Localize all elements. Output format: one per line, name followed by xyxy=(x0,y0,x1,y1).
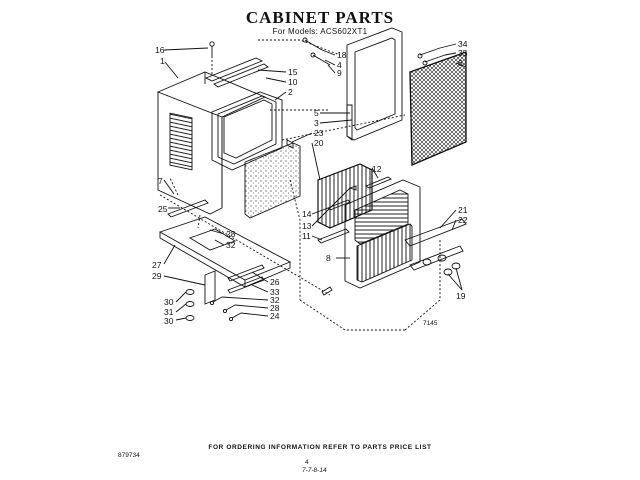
callout-24: 24 xyxy=(270,311,280,321)
callout-25: 25 xyxy=(158,204,168,214)
callout-13: 13 xyxy=(302,221,312,231)
callout-12: 12 xyxy=(372,164,382,174)
callout-30-lower: 30 xyxy=(164,316,174,326)
model-subtitle: For Models: ACS602XT1 xyxy=(272,27,368,36)
callout-33: 33 xyxy=(270,287,280,297)
callout-7: 7 xyxy=(158,176,163,186)
callout-26: 26 xyxy=(270,277,280,287)
callout-28-lower: 28 xyxy=(270,303,280,313)
callout-5: 5 xyxy=(314,108,319,118)
callout-29: 29 xyxy=(152,271,162,281)
callout-10: 10 xyxy=(288,77,298,87)
callout-6: 6 xyxy=(458,58,463,68)
callout-21: 21 xyxy=(458,205,468,215)
callout-1: 1 xyxy=(160,56,165,66)
callout-19: 19 xyxy=(456,291,466,301)
callout-9: 9 xyxy=(337,68,342,78)
callout-35: 35 xyxy=(458,48,468,58)
callout-20: 20 xyxy=(314,138,324,148)
page-title: CABINET PARTS xyxy=(245,8,395,27)
callout-2: 2 xyxy=(288,87,293,97)
figure-number: 7145 xyxy=(423,320,438,327)
page-number: 4 xyxy=(305,459,309,466)
callout-4: 4 xyxy=(337,60,342,70)
callout-30: 30 xyxy=(164,297,174,307)
document-code: 879734 xyxy=(118,452,140,459)
ordering-instruction: FOR ORDERING INFORMATION REFER TO PARTS PRICE LIST xyxy=(208,444,432,451)
callout-22: 22 xyxy=(458,215,468,225)
callout-11: 11 xyxy=(302,231,311,241)
callout-14: 14 xyxy=(302,209,312,219)
callout-18: 18 xyxy=(337,50,347,60)
callout-32-lower: 32 xyxy=(270,295,280,305)
callout-28: 28 xyxy=(226,229,236,239)
callout-8: 8 xyxy=(326,253,331,263)
callout-31: 31 xyxy=(164,307,174,317)
callout-16: 16 xyxy=(155,45,165,55)
callout-15: 15 xyxy=(288,67,298,77)
callout-34: 34 xyxy=(458,39,468,49)
callout-32: 32 xyxy=(226,240,236,250)
callout-23: 23 xyxy=(314,128,324,138)
callout-3: 3 xyxy=(314,118,319,128)
handwritten-mark: 7-7-8-14 xyxy=(302,467,327,474)
callout-27: 27 xyxy=(152,260,162,270)
